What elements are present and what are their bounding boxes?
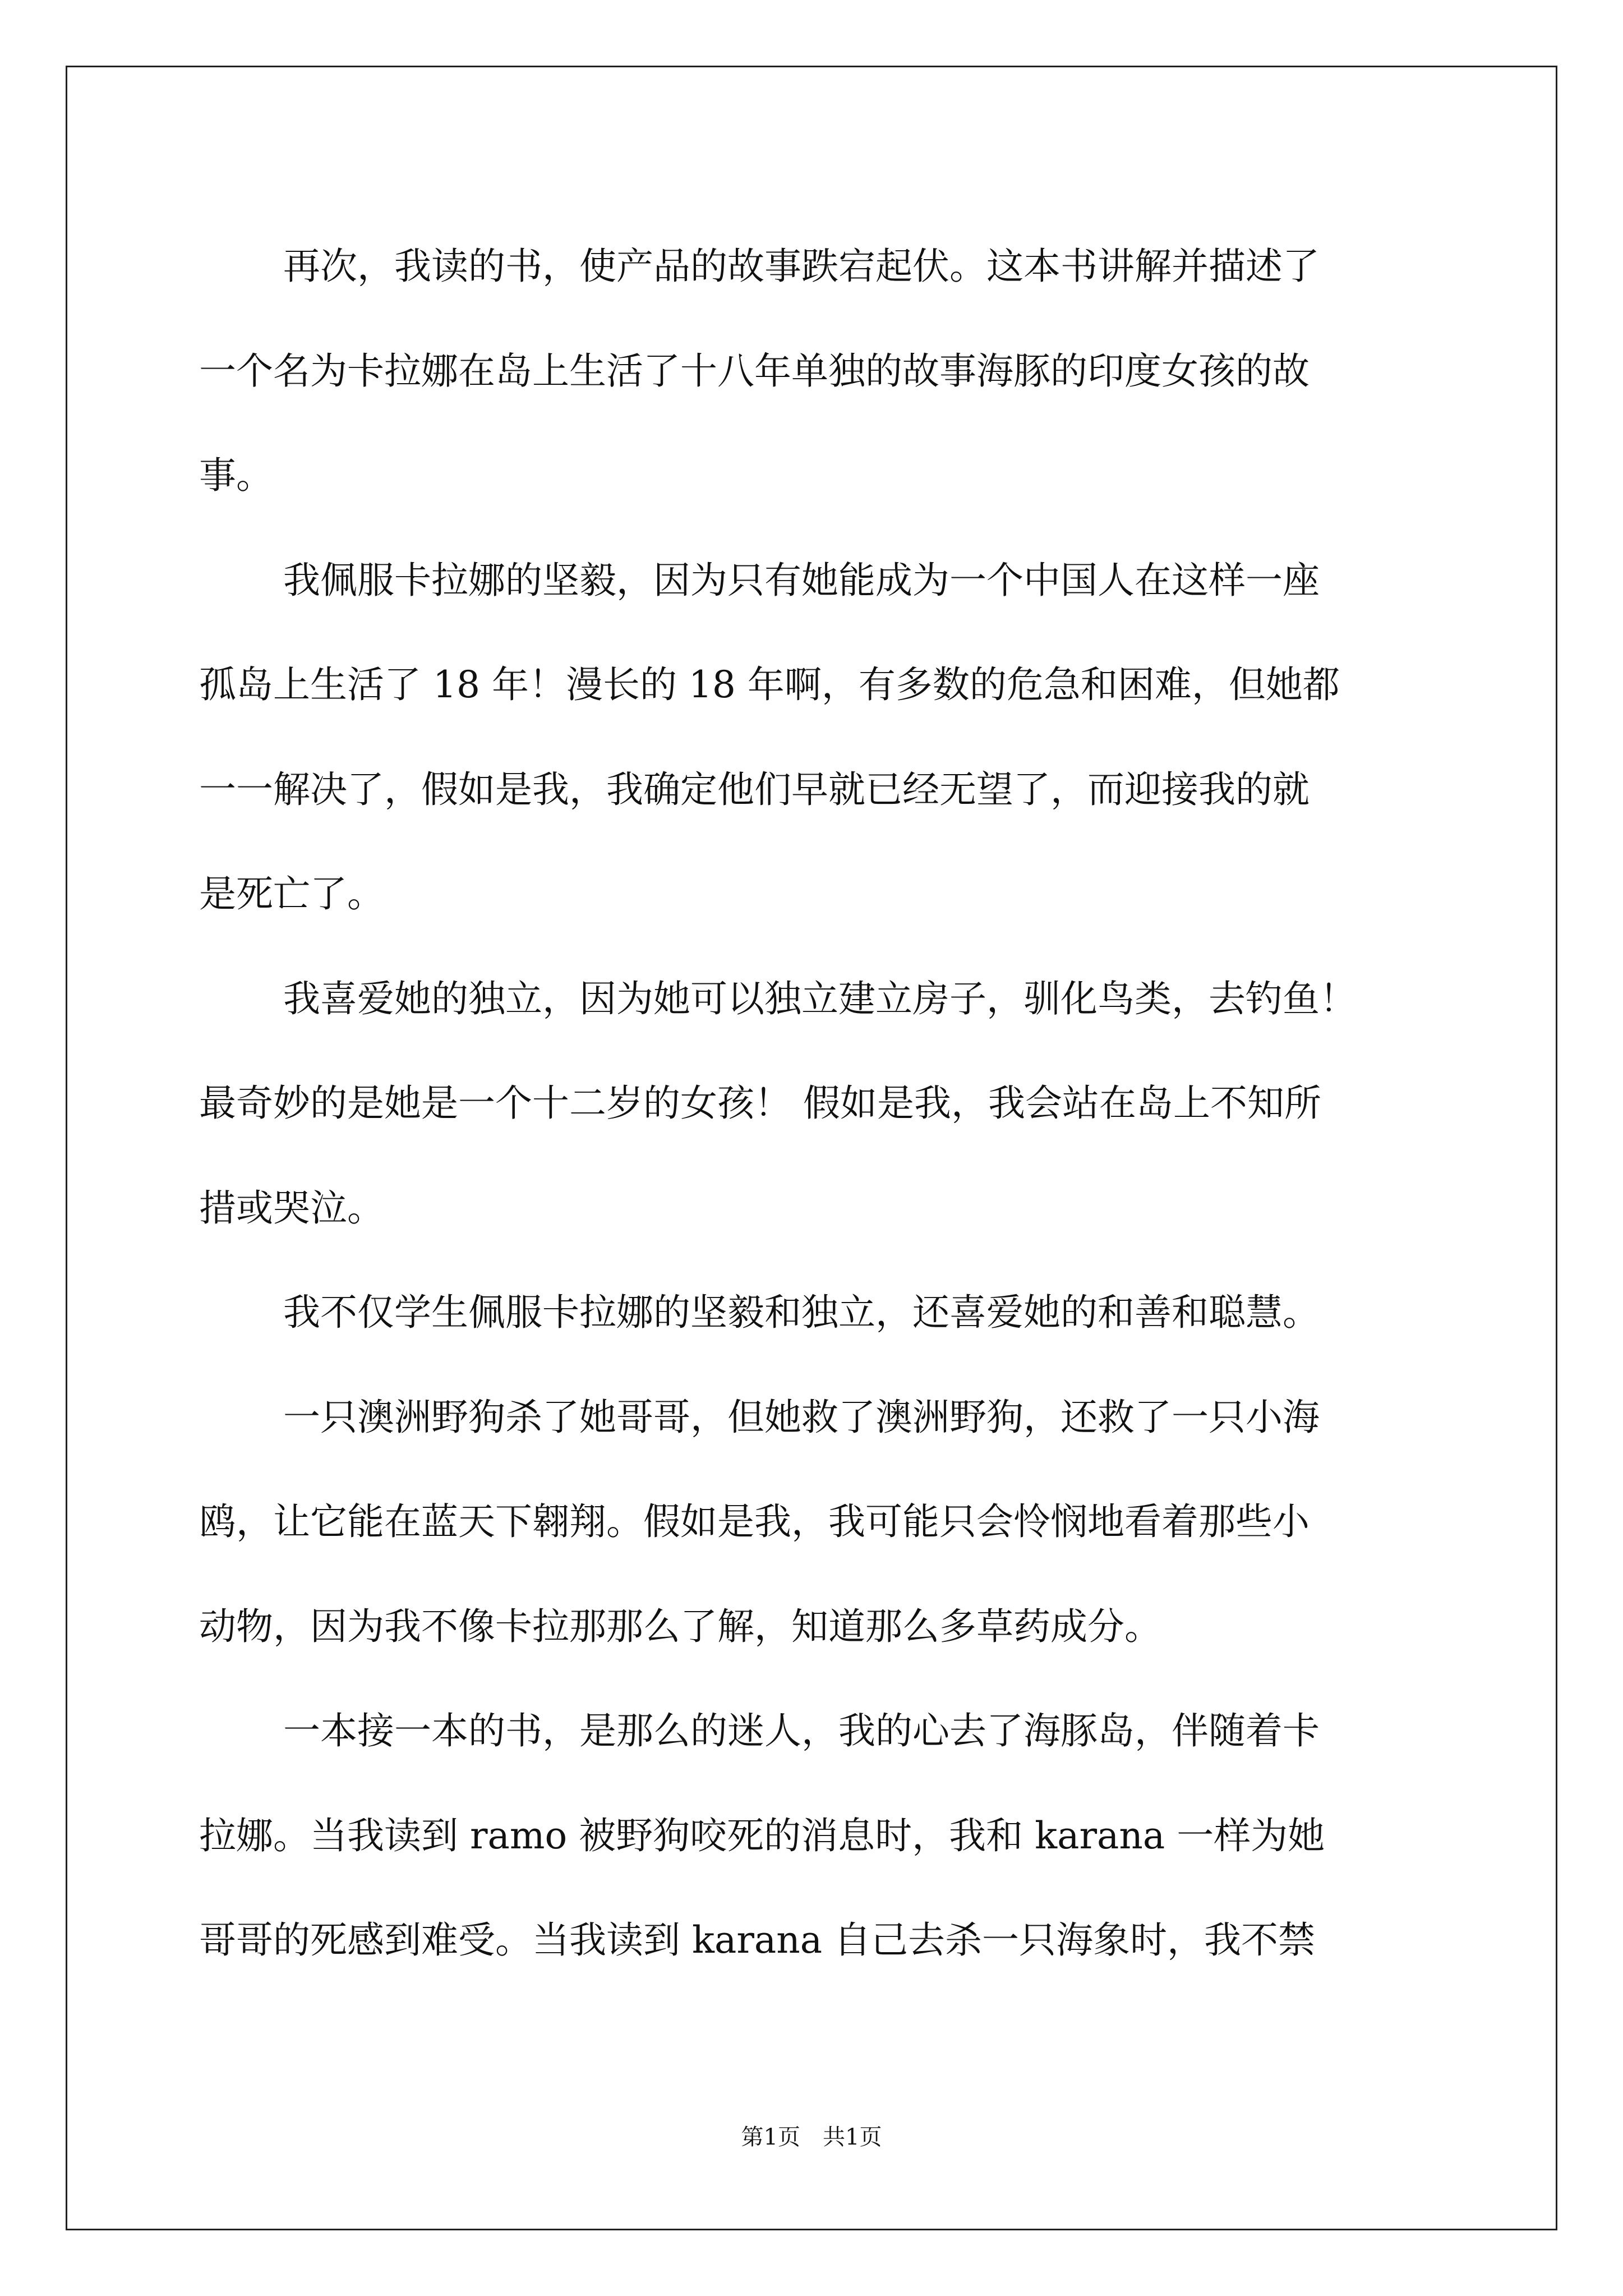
text-line: 我喜爱她的独立，因为她可以独立建立房子，驯化鸟类，去钓鱼！ (283, 977, 1357, 1020)
text-line: 再次，我读的书，使产品的故事跌宕起伏。这本书讲解并描述了 (283, 245, 1320, 288)
text-line: 一个名为卡拉娜在岛上生活了十八年单独的故事海豚的印度女孩的故 (199, 349, 1310, 393)
text-line: 我不仅学生佩服卡拉娜的坚毅和独立，还喜爱她的和善和聪慧。 (283, 1291, 1320, 1334)
page-number-footer: 第1页 共1页 (741, 2124, 882, 2150)
text-line: 动物，因为我不像卡拉那那么了解，知道那么多草药成分。 (199, 1604, 1161, 1648)
text-line: 鸥，让它能在蓝天下翱翔。假如是我，我可能只会怜悯地看着那些小 (199, 1500, 1310, 1543)
text-line: 措或哭泣。 (199, 1186, 384, 1230)
text-line: 一一解决了，假如是我，我确定他们早就已经无望了，而迎接我的就 (199, 767, 1310, 811)
text-line: 是死亡了。 (199, 872, 384, 915)
document-body (199, 214, 1433, 1993)
text-line: 孤岛上生活了 18 年！漫长的 18 年啊，有多数的危急和困难，但她都 (199, 663, 1340, 706)
text-line: 最奇妙的是她是一个十二岁的女孩！ 假如是我，我会站在岛上不知所 (199, 1082, 1321, 1125)
text-line: 一只澳洲野狗杀了她哥哥，但她救了澳洲野狗，还救了一只小海 (283, 1395, 1320, 1439)
text-line: 一本接一本的书，是那么的迷人，我的心去了海豚岛，伴随着卡 (283, 1709, 1320, 1752)
text-line: 事。 (199, 454, 273, 497)
text-line: 哥哥的死感到难受。当我读到 karana 自己去杀一只海象时，我不禁 (199, 1918, 1316, 1962)
text-line: 我佩服卡拉娜的坚毅，因为只有她能成为一个中国人在这样一座 (283, 558, 1320, 602)
text-line: 拉娜。当我读到 ramo 被野狗咬死的消息时，我和 karana 一样为她 (199, 1814, 1325, 1857)
